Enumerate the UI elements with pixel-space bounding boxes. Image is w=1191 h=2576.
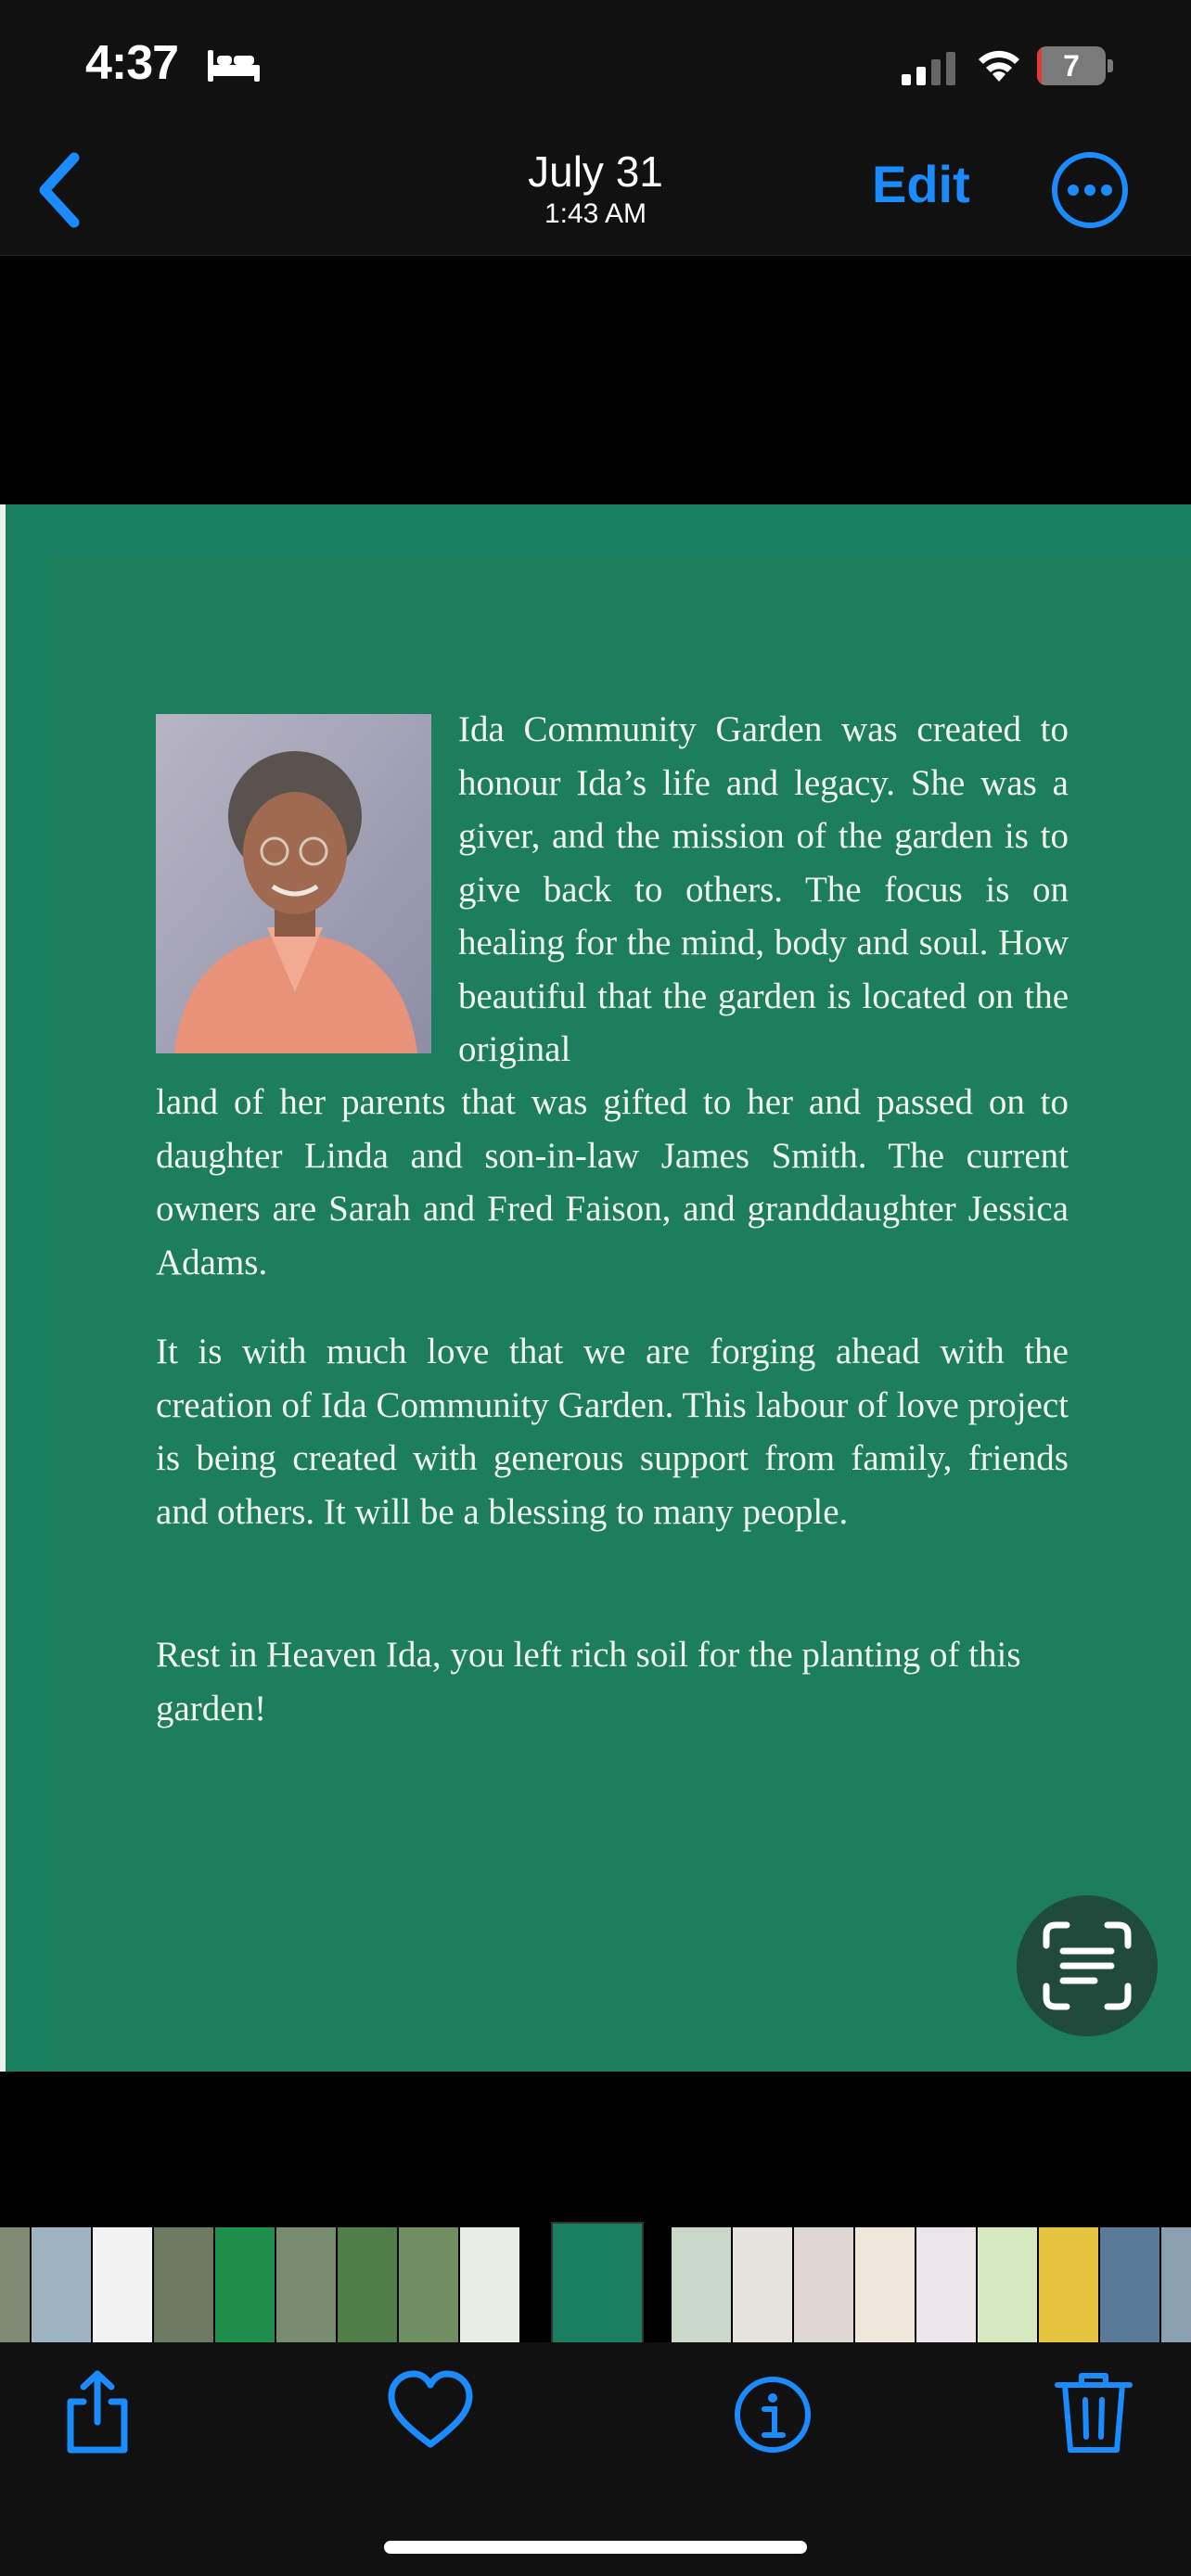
info-icon[interactable] [731, 2366, 814, 2455]
thumbnail[interactable] [672, 2227, 731, 2342]
photo-date: July 31 [528, 147, 663, 196]
paragraph-1-beside-portrait: Ida Community Garden was created to honour Ida’s life and legacy. She was a giver, and the mission of the garden is to give back to others. The focus is on healing for the mind, body and soul. How beautiful that the garden is located on the original [458, 709, 1069, 1069]
wifi-icon [976, 46, 1022, 83]
cellular-signal-icon [902, 52, 959, 85]
thumbnail[interactable] [154, 2227, 213, 2342]
trash-icon[interactable] [1052, 2366, 1135, 2455]
thumbnail[interactable] [338, 2227, 397, 2342]
photo-time: 1:43 AM [544, 198, 647, 229]
thumbnail-strip[interactable] [0, 2222, 1191, 2342]
thumbnail[interactable] [1039, 2227, 1098, 2342]
thumbnail[interactable] [215, 2227, 275, 2342]
battery-icon [1037, 46, 1106, 85]
thumbnail[interactable] [1100, 2227, 1159, 2342]
sleep-focus-icon [206, 46, 262, 83]
portrait-image [156, 714, 431, 1053]
thumbnail[interactable] [733, 2227, 792, 2342]
thumbnail[interactable] [0, 2227, 30, 2342]
thumbnail[interactable] [460, 2227, 519, 2342]
thumbnail[interactable] [32, 2227, 91, 2342]
thumbnail[interactable] [93, 2227, 152, 2342]
thumbnail[interactable] [978, 2227, 1037, 2342]
chevron-left-icon[interactable] [33, 148, 85, 232]
battery-tip [1108, 59, 1113, 72]
thumbnail[interactable] [794, 2227, 853, 2342]
thumbnail[interactable] [1161, 2227, 1191, 2342]
home-indicator [384, 2541, 807, 2554]
live-text-icon[interactable] [1017, 1895, 1158, 2036]
more-icon[interactable] [1050, 150, 1130, 230]
battery-level: 7 [1063, 49, 1080, 83]
status-time: 4:37 [85, 36, 179, 90]
paragraph-3: Rest in Heaven Ida, you left rich soil for the planting of this garden! [156, 1635, 1021, 1728]
thumbnail[interactable] [399, 2227, 458, 2342]
photo-border [0, 504, 6, 2072]
battery-indicator [1037, 46, 1113, 85]
favorite-heart-icon[interactable] [386, 2366, 475, 2455]
edit-button[interactable]: Edit [872, 155, 970, 213]
thumbnail[interactable] [916, 2227, 976, 2342]
thumbnail[interactable] [855, 2227, 915, 2342]
paragraph-1-continued: land of her parents that was gifted to her and passed on to daughter Linda and son-in-law James Smith. The current owners are Sarah and Fred Faison, and granddaughter Jessica Adams. [156, 1082, 1069, 1282]
paragraph-2: It is with much love that we are forging ahead with the creation of Ida Community Garden. This labour of love project is being created with generous support from family, friends and others. It will be a blessing to many people. [156, 1332, 1069, 1532]
thumbnail-selected[interactable] [551, 2222, 644, 2346]
share-icon[interactable] [56, 2366, 139, 2455]
thumbnail[interactable] [276, 2227, 336, 2342]
